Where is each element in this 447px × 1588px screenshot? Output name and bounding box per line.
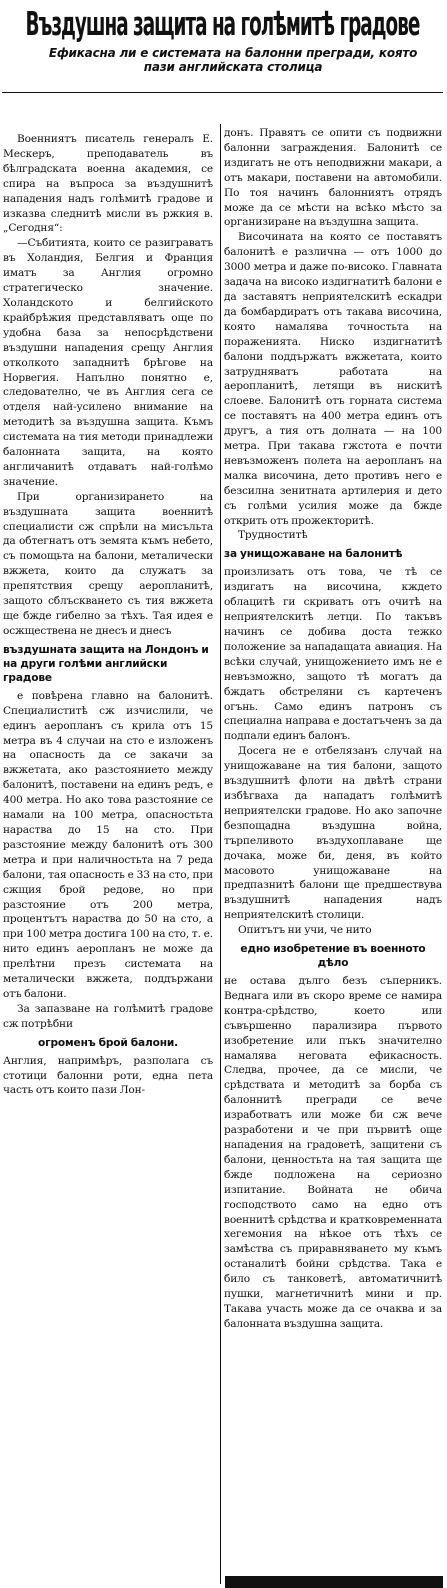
article-headline: Въздушна защита на голѣмитѣ градове [25,4,420,43]
subheading: едно изобретение въ военното дѣло [240,943,426,970]
subheading: въздушната защита на Лондонъ и на други голѣми английски градове [3,643,209,684]
article-subheadline: Ефикасна ли е системата на балонни прегради, която пази английската столица [48,46,418,74]
bottom-bar [225,1576,443,1588]
paragraph: Опитътъ ни учи, че нито [238,924,372,937]
paragraph: —Събитията, които се разиграватъ въ Холандия, Белгия и Франция иматъ за Англия огромно стратегическо значение. Холандското и белгийското крайбрѣжия представляватъ още по удобна база за непосрѣдствени въздушни нападения срещу Англия отколкото западнитѣ брѣгове на Норвегия. Напълно понятно е, следователно, че въ Англия сега се отделя най-усилено внимание на методитѣ за въздушна защита. Къмъ системата на тия методи принадлежи балонната защита, на която англичанитѣ отдаватъ най-голѣмо значение. [3,237,213,488]
subheading: огроменъ брой балони. [37,1036,179,1049]
left-column [3,132,213,1098]
paragraph: не остава дълго безъ съперникъ. Веднага или въ скоро време се намира контра-срѣдство, което или съвършенно парализира първото изобретение или пъкъ значително намалява неговата ефикасность. Следва, прочее, да се мисли, че срѣдствата и методитѣ за борба съ балоннитѣ прегради се вече изработватъ или може би сж вече разработени и че при първитѣ още нападения на градоветѣ, защитени съ балони, ценностьта на тая защита ще бжде подложена на сериозно изпитание. Войната не обича господството само на едно отъ военнитѣ срѣдства и кратковременната хегемония на нѣкое отъ тѣхъ се замѣства съ приравняването му къмъ останалитѣ бойни срѣдства. Така е било съ танковетѣ, автоматичнитѣ пушки, магнетичнитѣ мини и пр. Такава участь може да се очаква и за балонната въздушна защита. [224,975,442,1330]
right-column [224,126,442,1332]
paragraph: При организирането на въздушната защита военнитѣ специалисти сж спрѣли на мисъльта да обтегнатъ отъ земята къмъ небето, съ помощьта на балони, металически вжжета, които да служатъ за препятствия срещу аеропланитѣ, защото сблъскването съ тия вжжета ще бжде гибелно за тѣхъ. Тая идея е осжществена не днесъ и днесъ [3,490,213,637]
paragraph: произлизатъ отъ това, че тѣ се издигатъ на височина, кждето облацитѣ ги скриватъ отъ очитѣ на неприятелскитѣ летци. По такъвъ начинъ се добива доста тежко положение за нападащата авиация. На всѣки случай, унищожението имъ не е невъзможно, защото тѣ могатъ да бждатъ обстреляни съ картеченъ огънь. Само единъ патронъ съ специална направа е достатъченъ за да подпали единъ балонъ. [224,566,442,743]
paragraph: За запазване на голѣмитѣ градове сж потрѣбни [3,1002,213,1030]
paragraph: Трудноститѣ [238,529,308,542]
column-divider [220,124,221,1584]
paragraph: Височината на която се поставятъ балонитѣ е различна — отъ 1000 до 3000 метра и даже по-високо. Главната задача на високо издигнатитѣ балони е да заставятъ неприятелскитѣ ескадри да бомбардиратъ отъ такава височина, която намалява точностьта на пораженията. Ниско издигнатитѣ балони поддържатъ вжжетата, които затрудняватъ работата на аеропланитѣ, летящи въ нискитѣ слоеве. Балонитѣ отъ горната система се поставятъ на 400 метра единъ отъ другъ, а тия отъ долната — на 100 метра. При такава гжстота е почти невъзможенъ полета на аеропланъ на малка височина, дето противъ него е безсилна зенитната артилерия и дето съ голѣми усилия може да бжде открить отъ прожекторитѣ. [224,231,442,527]
subheading: за унищожаване на балонитѣ [224,548,403,561]
paragraph: Военниятъ писатель генералъ Е. Мескеръ, преподаватель въ бѣлградската военна академия, се спира на въпроса за въздушнитѣ нападения надъ голѣмитѣ градове и изказва следнитѣ мисли въ ржкия в. „Сегодня“: [3,133,213,235]
paragraph: Англия, напримѣръ, разполага съ стотици балонни роти, една пета часть отъ които пази Лон- [3,1054,213,1097]
paragraph: е повѣрена главно на балонитѣ. Специалиститѣ сж изчислили, че единъ аеропланъ съ крила отъ 15 метра въ 4 случаи на сто е изложенъ на опасность да се закачи за вжжетата, ако разстоянието между балонитѣ, поставени на единъ редъ, е 400 метра. Но ако това разстояние се намали на 100 метра, опасностьта нараства до 15 на сто. При разстояние между балонитѣ отъ 300 метра и при наличностьта на 7 реда балони, тая опасность е 33 на сто, при сжщия брой редове, но при разстояние отъ 200 метра, процентътъ нараства до 50 на сто, а при 100 метра достига 100 на сто, т. е. нито единъ аеропланъ не може да прелѣтни презъ системата на металически вжжета, поддържани отъ балони. [3,689,213,1000]
header-rule [2,92,443,93]
paragraph: донъ. Правятъ се опити съ подвижни балонни заграждения. Балонитѣ се издигатъ не отъ неподвижни макари, а отъ макари, поставени на автомобили. По тоя начинъ балонниятъ отрядъ може да се мѣсти на всѣко мѣсто за организиране на въздушна защита. [224,127,442,229]
paragraph: Досега не е отбелязанъ случай на унищожаване на тия балони, защото въздушнитѣ флоти на двѣтѣ страни избѣгваха да нападатъ голѣмитѣ неприятелски градове. Но ако започне безпощадна въздушна война, търпеливото въздухоплаване ще дочака, може би, деня, въ който масовото унищожаване на предпазнитѣ балони ще предшествува въздушнитѣ нападения надъ неприятелскитѣ столици. [224,745,442,922]
